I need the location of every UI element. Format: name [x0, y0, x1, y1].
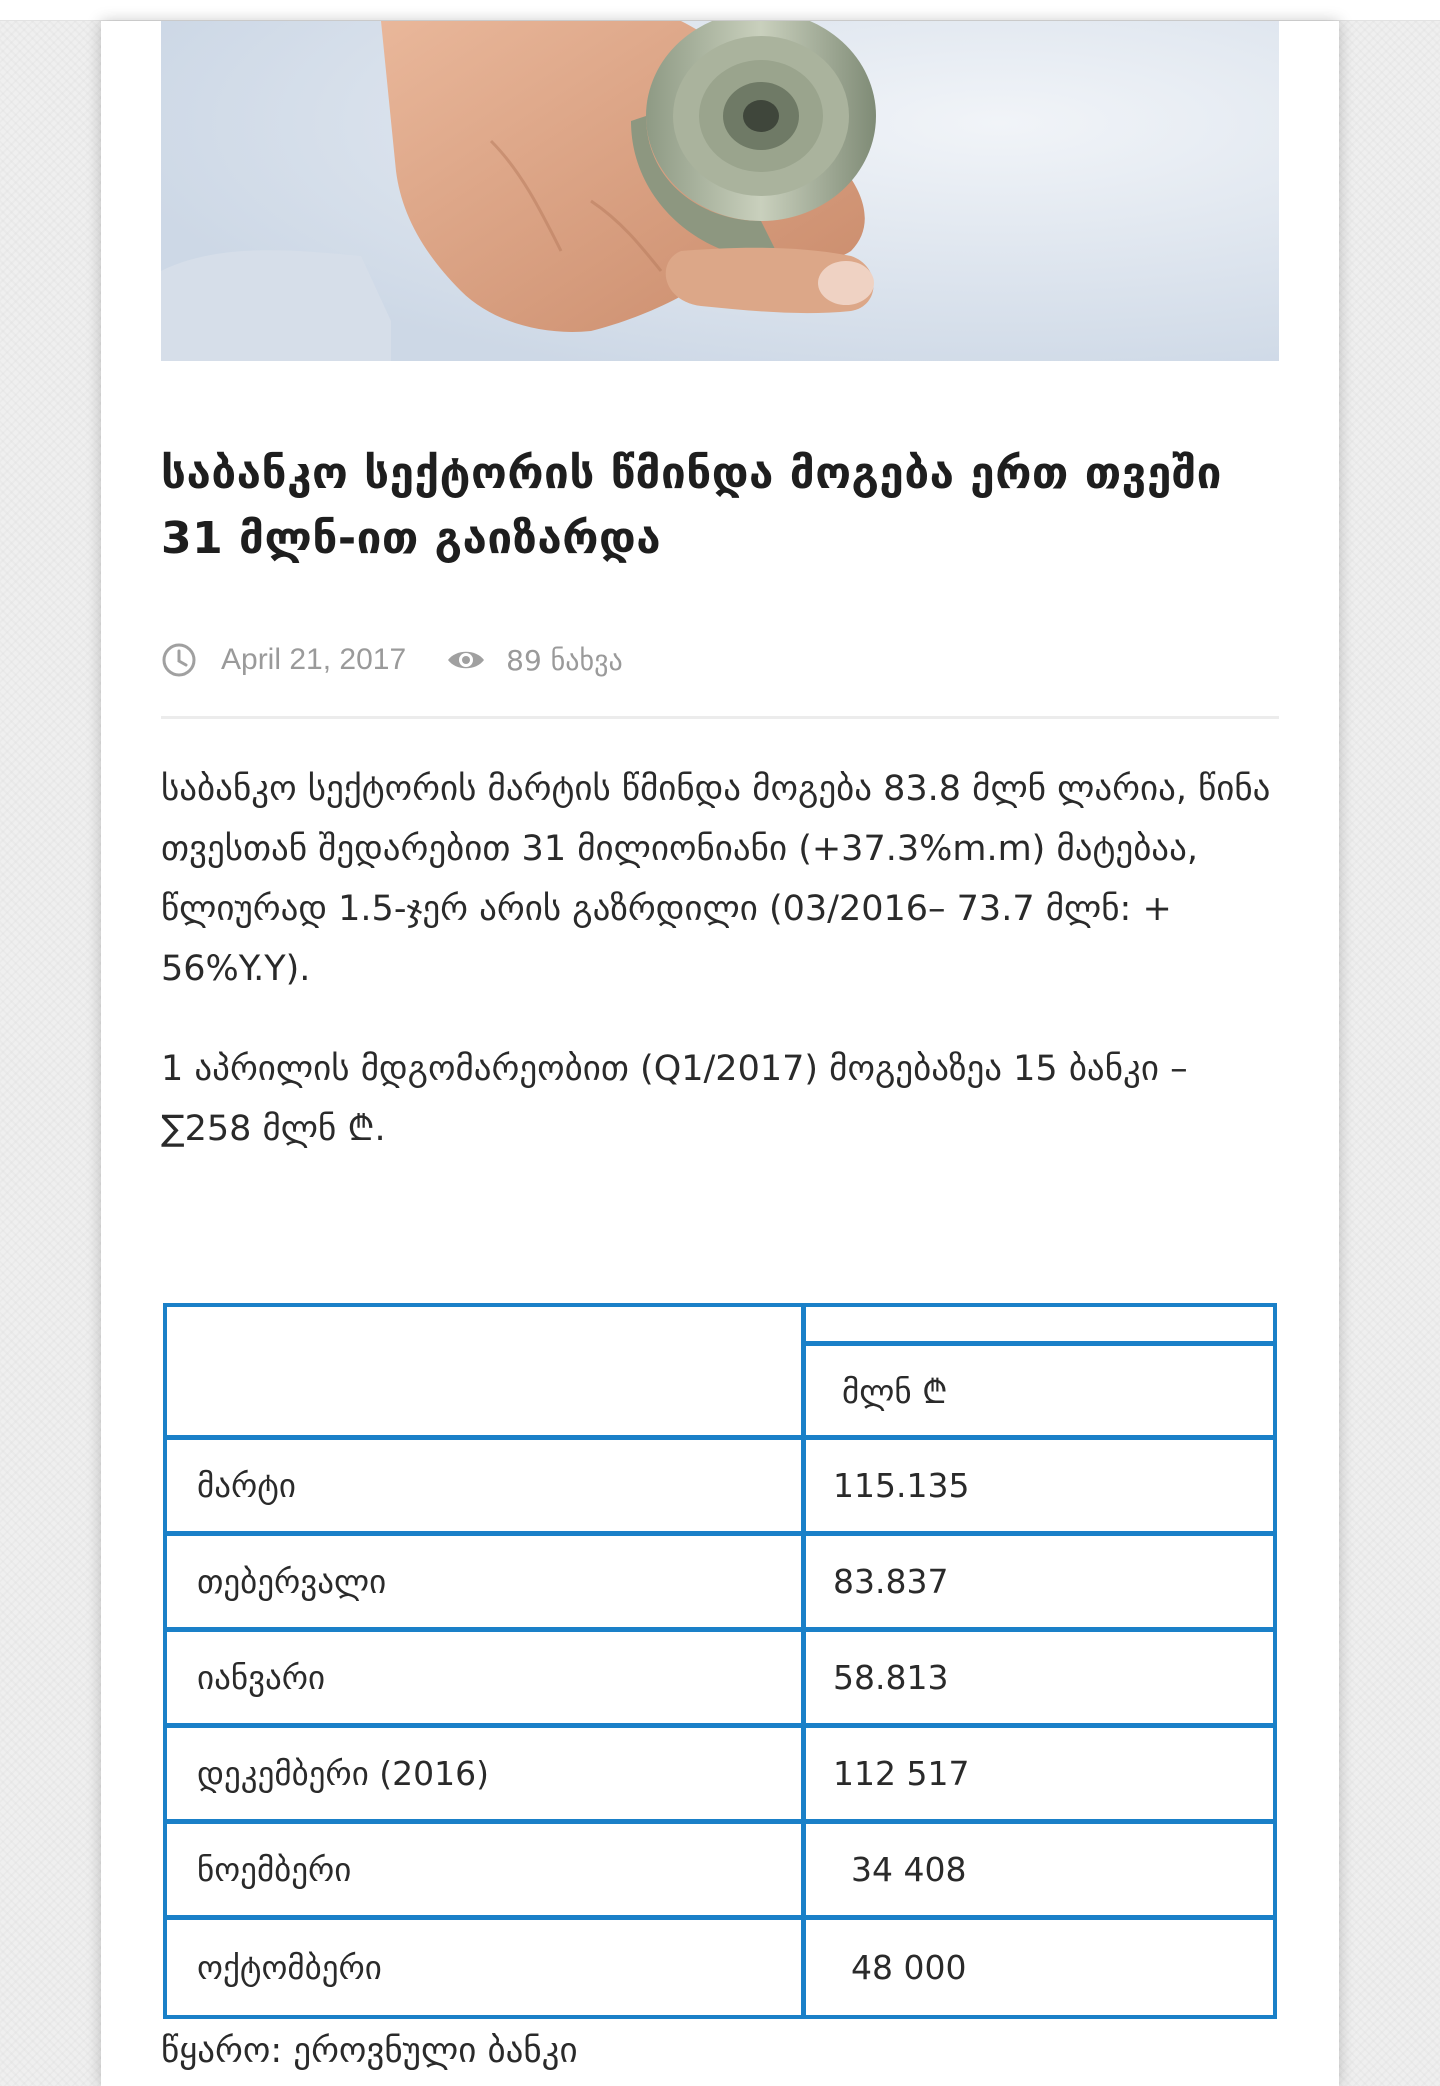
clock-icon — [161, 642, 197, 678]
article-meta — [161, 635, 623, 685]
table-row-value: 115.135 — [833, 1466, 970, 1505]
top-bar — [0, 0, 1440, 21]
table-row-value: 83.837 — [833, 1562, 949, 1601]
table-row-separator — [167, 1627, 1273, 1632]
table-row-label: თებერვალი — [197, 1562, 387, 1601]
profit-table — [163, 1303, 1277, 2019]
table-row-separator — [167, 1435, 1273, 1440]
view-count: 89 ნახვა — [506, 643, 623, 677]
table-header-unit: მლნ ₾ — [842, 1372, 948, 1411]
paragraph-profit-summary: საბანკო სექტორის მარტის წმინდა მოგება 83.8 მლნ ლარია, წინა თვესთან შედარებით 31 მილიონიანი (+37.3%m.m) მატებაა, წლიურად 1.5-ჯერ არის გაზრდილი (03/2016– 73.7 მლნ: + 56%Y.Y). — [161, 769, 1271, 989]
source-note: წყარო: ეროვნული ბანკი — [161, 2031, 578, 2071]
article-card — [101, 21, 1339, 2086]
table-row-label: მარტი — [197, 1466, 296, 1505]
table-row-value: 58.813 — [833, 1658, 949, 1697]
table-row-label: იანვარი — [197, 1658, 326, 1697]
eye-icon — [446, 642, 486, 678]
table-row-value: 34 408 — [851, 1850, 967, 1889]
divider — [161, 716, 1279, 719]
paragraph-q1-summary: 1 აპრილის მდგომარეობით (Q1/2017) მოგებაზეა 15 ბანკი – ∑258 მლნ ₾. — [161, 1049, 1188, 1149]
table-row-label: ნოემბერი — [197, 1850, 352, 1889]
table-row-value: 48 000 — [851, 1948, 967, 1987]
publish-date: April 21, 2017 — [221, 643, 407, 676]
table-header-empty — [167, 1307, 801, 1435]
table-row-label: ოქტომბერი — [197, 1948, 382, 1987]
article-title: საბანკო სექტორის წმინდა მოგება ერთ თვეში 31 მლნ-ით გაიზარდა — [161, 448, 1222, 564]
table-column-divider — [801, 1307, 806, 2015]
table-row-value: 112 517 — [833, 1754, 970, 1793]
hand-money-illustration — [161, 21, 1279, 361]
table-row-label: დეკემბერი (2016) — [197, 1754, 489, 1793]
hero-image — [161, 21, 1279, 361]
